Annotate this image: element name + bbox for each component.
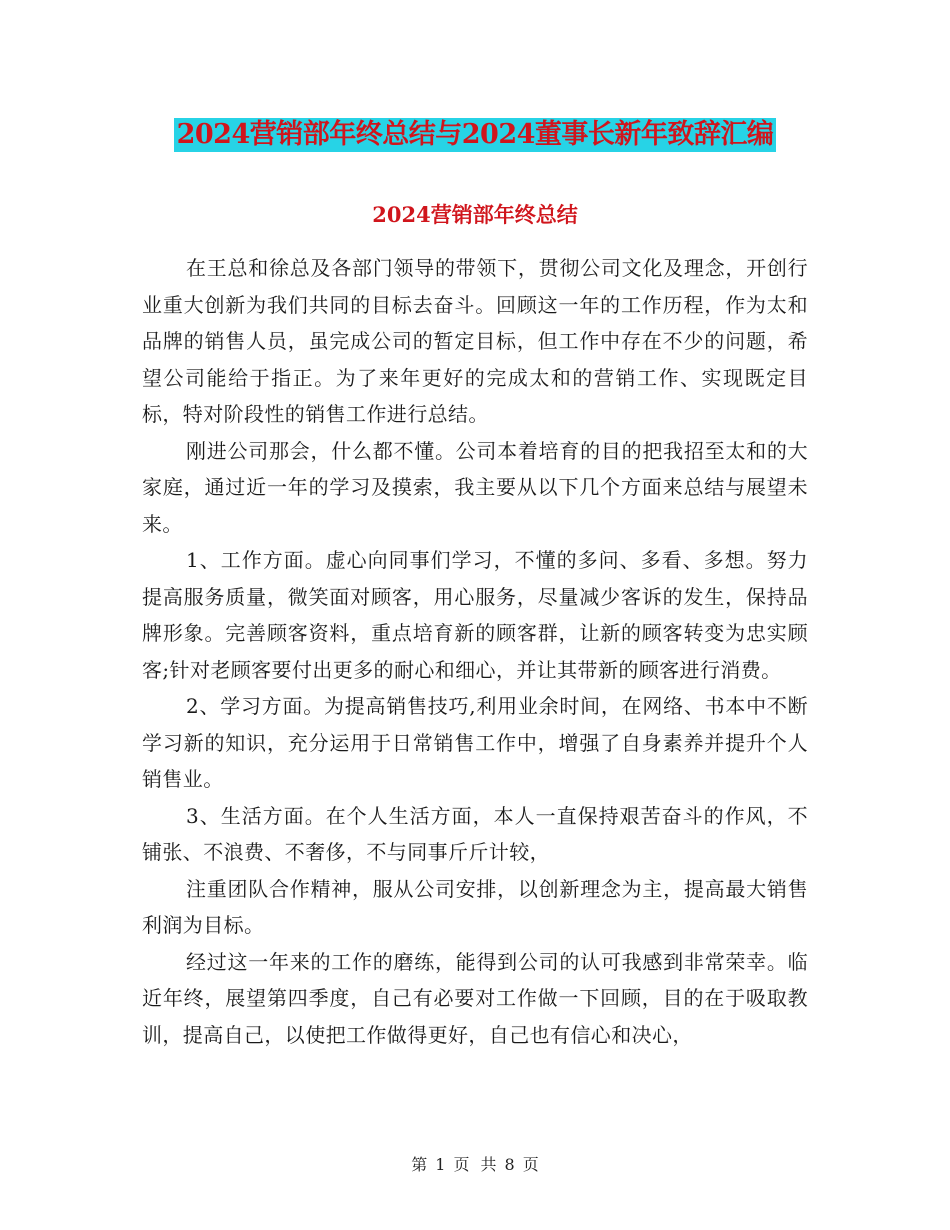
paragraph-study: 2、学习方面。为提高销售技巧,利用业余时间，在网络、书本中不断学习新的知识，充分运用于日常销售工作中，增强了自身素养并提升个人销售业。 bbox=[142, 694, 808, 791]
paragraph-life: 3、生活方面。在个人生活方面，本人一直保持艰苦奋斗的作风，不铺张、不浪费、不奢侈，不与同事斤斤计较， bbox=[142, 803, 808, 864]
paragraph-intro: 在王总和徐总及各部门领导的带领下，贯彻公司文化及理念，开创行业重大创新为我们共同的目标去奋斗。回顾这一年的工作历程，作为太和品牌的销售人员，虽完成公司的暂定目标，但工作中存在不少的问题，希望公司能给于指正。为了来年更好的完成太和的营销工作、实现既定目标，特对阶段性的销售工作进行总结。 bbox=[142, 256, 808, 426]
footer-mid: 页 共 bbox=[453, 1155, 497, 1174]
footer-prefix: 第 bbox=[411, 1155, 428, 1174]
footer-total-pages: 8 bbox=[504, 1155, 515, 1174]
section-title: 2024营销部年终总结 bbox=[372, 202, 578, 227]
document-title bbox=[0, 113, 950, 152]
paragraph-review: 经过这一年来的工作的磨练，能得到公司的认可我感到非常荣幸。临近年终，展望第四季度，自己有必要对工作做一下回顾，目的在于吸取教训，提高自己，以使把工作做得更好，自己也有信心和决心， bbox=[142, 949, 808, 1047]
paragraph-beginning: 刚进公司那会，什么都不懂。公司本着培育的目的把我招至太和的大家庭，通过近一年的学习及摸索，我主要从以下几个方面来总结与展望未来。 bbox=[142, 438, 808, 536]
document-body bbox=[142, 250, 808, 1053]
page-number-footer bbox=[0, 1152, 950, 1175]
footer-current-page: 1 bbox=[435, 1155, 446, 1174]
footer-suffix: 页 bbox=[522, 1155, 539, 1174]
document-title-text: 2024营销部年终总结与2024董事长新年致辞汇编 bbox=[174, 118, 777, 152]
paragraph-work: 1、工作方面。虚心向同事们学习，不懂的多问、多看、多想。努力提高服务质量，微笑面对顾客，用心服务，尽量减少客诉的发生，保持品牌形象。完善顾客资料，重点培育新的顾客群，让新的顾客转变为忠实顾客;针对老顾客要付出更多的耐心和细心，并让其带新的顾客进行消费。 bbox=[142, 548, 808, 682]
paragraph-teamwork: 注重团队合作精神，服从公司安排，以创新理念为主，提高最大销售利润为目标。 bbox=[142, 876, 808, 937]
